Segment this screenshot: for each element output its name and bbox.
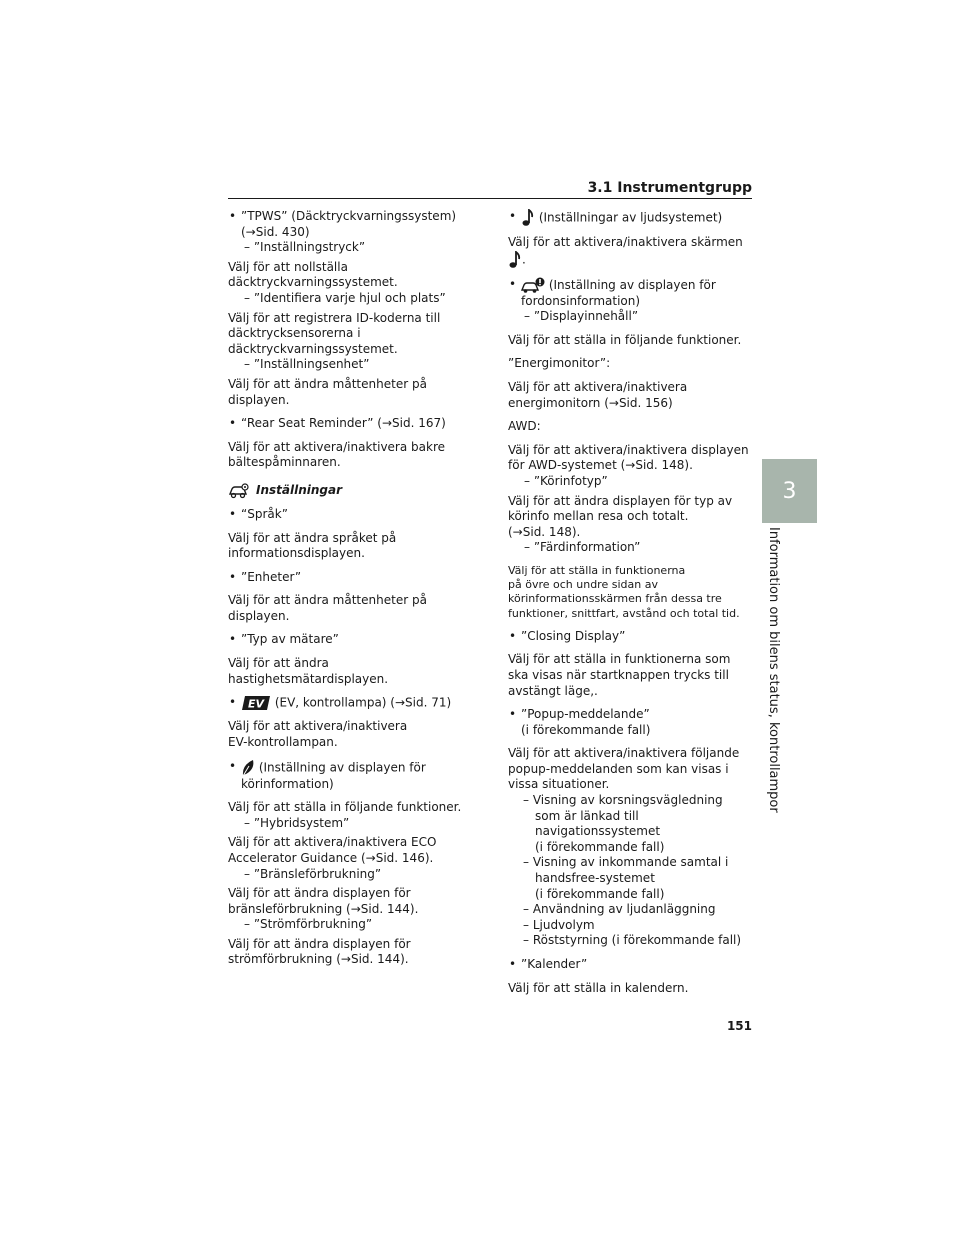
paragraph: Välj för att ställa in funktionerna som ska visas när startknappen trycks till avstängt läge,. xyxy=(508,652,731,698)
list-item: • “Språk” xyxy=(229,506,288,521)
sub-item: – ”Hybridsystem” xyxy=(244,815,350,830)
sub-item: – ”Bränsleförbrukning” xyxy=(244,866,382,881)
paragraph: Välj för att aktivera/inaktivera skärmen . xyxy=(508,235,758,269)
paragraph: Välj för att aktivera/inaktivera bakre bältespåminnaren. xyxy=(228,439,446,470)
paragraph: Välj för att ändra språket på informationsdisplayen. xyxy=(228,530,397,561)
paragraph: Välj för att ändra hastighetsmätardisplayen. xyxy=(228,656,389,686)
chapter-tab[interactable] xyxy=(762,459,817,523)
list-item: • ”Popup-meddelande” (i förekommande fall) xyxy=(509,707,651,737)
paragraph: AWD: xyxy=(508,419,541,434)
paragraph: Välj för att ändra måttenheter på displayen. xyxy=(228,376,427,407)
sub-item: – ”Inställningstryck” xyxy=(244,240,366,255)
paragraph: Välj för att ändra displayen för typ av körinfo mellan resa och totalt. (→Sid. 148). xyxy=(508,493,733,539)
list-item: • ”Enheter” xyxy=(229,569,302,584)
sub-item: – ”Strömförbrukning” xyxy=(244,917,373,932)
paragraph: Välj för att aktivera/inaktivera displayen för AWD-systemet (→Sid. 148). xyxy=(508,442,749,473)
list-item: • (Inställning av displayen för fordonsinformation) xyxy=(509,276,716,308)
paragraph: Välj för att aktivera/inaktivera EV-kontrollampan. xyxy=(228,719,408,749)
sub-item: – Visning av korsningsvägledning som är länkad till navigationssystemet (i förekommande fall) xyxy=(523,793,723,854)
settings-heading: Inställningar xyxy=(228,483,490,499)
paragraph: Välj för att ändra displayen för bränsleförbrukning (→Sid. 144). xyxy=(228,886,419,916)
sub-item: – ”Körinfotyp” xyxy=(524,473,608,488)
paragraph: ”Energimonitor”: xyxy=(508,356,611,371)
eco-leaf-icon xyxy=(241,759,255,777)
settings-car-icon xyxy=(228,483,250,499)
paragraph: Välj för att aktivera/inaktivera följande popup-meddelanden som kan visas i vissa situationer. xyxy=(508,746,740,792)
music-note-icon xyxy=(508,251,522,269)
page-number: 151 xyxy=(726,1019,752,1033)
right-column xyxy=(508,209,758,996)
sub-item: – ”Displayinnehåll” xyxy=(524,309,639,324)
paragraph: Välj för att ställa in kalendern. xyxy=(508,980,689,995)
list-item: • ”Kalender” xyxy=(509,957,588,971)
paragraph: Välj för att aktivera/inaktivera ECO Accelerator Guidance (→Sid. 146). xyxy=(228,835,437,865)
list-item: • “Rear Seat Reminder” (→Sid. 167) xyxy=(229,416,446,431)
paragraph: Välj för att ställa in följande funktioner. xyxy=(228,800,462,815)
ev-icon xyxy=(241,695,271,711)
sub-item: – ”Färdinformation” xyxy=(524,540,641,555)
list-item: • EV (EV, kontrollampa) (→Sid. 71) xyxy=(229,695,452,711)
sub-item: – Visning av inkommande samtal i handsfree-systemet (i förekommande fall) xyxy=(523,855,729,901)
chapter-title: Information om bilens status, kontrollampor xyxy=(766,527,781,813)
list-item: • (Inställning av displayen för körinformation) xyxy=(229,758,426,791)
music-note-icon xyxy=(521,209,535,227)
paragraph: Välj för att ställa in funktionerna på övre och undre sidan av körinformationsskärmen från dessa tre funktioner, snittfart, avstånd och total tid. xyxy=(508,563,740,620)
sub-item: – ”Identifiera varje hjul och plats” xyxy=(244,290,446,305)
sub-item: – Röststyrning (i förekommande fall) xyxy=(523,933,742,948)
list-item: • (Inställningar av ljudsystemet) xyxy=(508,209,758,227)
sub-item: – Användning av ljudanläggning xyxy=(523,902,716,917)
paragraph: Välj för att registrera ID-koderna till däcktrycksensorerna i däcktryckvarningssystemet. xyxy=(228,310,441,356)
chapter-number: 3 xyxy=(782,478,797,504)
paragraph: Välj för att aktivera/inaktivera energimonitorn (→Sid. 156) xyxy=(508,379,688,410)
vehicle-info-icon xyxy=(521,277,545,294)
paragraph: Välj för att ställa in följande funktioner. xyxy=(508,332,742,347)
sub-item: – ”Inställningsenhet” xyxy=(244,357,370,372)
paragraph: Välj för att ändra måttenheter på displayen. xyxy=(228,593,427,623)
paragraph: Välj för att ändra displayen för strömförbrukning (→Sid. 144). xyxy=(228,936,411,967)
list-item: • ”Typ av mätare” xyxy=(229,632,339,647)
header-rule xyxy=(228,198,752,199)
svg-text:EV: EV xyxy=(248,697,265,711)
list-item: • ”TPWS” (Däcktryckvarningssystem) (→Sid. 430) xyxy=(229,209,457,239)
paragraph: Välj för att nollställa däcktryckvarningssystemet. xyxy=(228,259,398,290)
sub-item: – Ljudvolym xyxy=(523,917,595,932)
left-column xyxy=(228,209,490,968)
list-item: • ”Closing Display” xyxy=(509,628,626,643)
section-header: 3.1 Instrumentgrupp xyxy=(587,180,752,196)
